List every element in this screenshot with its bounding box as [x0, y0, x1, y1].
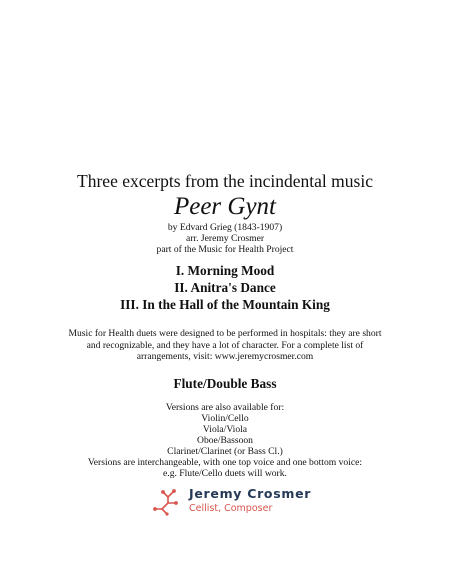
logo-name: Jeremy Crosmer — [189, 486, 312, 501]
version-item: Clarinet/Clarinet (or Bass Cl.) — [167, 446, 283, 457]
movement-3: III. In the Hall of the Mountain King — [120, 297, 330, 312]
title: Peer Gynt — [173, 193, 277, 220]
blurb-line-1: Music for Health duets were designed to be performed in hospitals: they are short — [68, 328, 382, 339]
versions-example: e.g. Flute/Cello duets will work. — [163, 468, 287, 479]
composer-credit: by Edvard Grieg (1843-1907) — [167, 222, 283, 233]
versions-note: Versions are interchangeable, with one top voice and one bottom voice: — [87, 457, 363, 468]
subtitle: Three excerpts from the incindental music — [77, 171, 373, 191]
logo-tagline: Cellist, Composer — [189, 503, 273, 514]
version-item: Viola/Viola — [202, 424, 248, 435]
version-item: Violin/Cello — [201, 413, 249, 424]
circuit-node-icon — [152, 486, 182, 516]
arranger-credit: arr. Jeremy Crosmer — [185, 233, 265, 244]
blurb-line-3: arrangements, visit: www.jeremycrosmer.com — [136, 351, 314, 362]
movement-2: II. Anitra's Dance — [174, 280, 276, 295]
blurb-line-2: and recognizable, and they have a lot of character. For a complete list of — [86, 339, 364, 351]
instrumentation: Flute/Double Bass — [173, 376, 277, 391]
version-item: Oboe/Bassoon — [197, 435, 253, 446]
versions-heading: Versions are also available for: — [165, 402, 285, 413]
brand-logo — [152, 482, 312, 518]
movement-1: I. Morning Mood — [175, 263, 275, 278]
project-credit: part of the Music for Health Project — [156, 244, 294, 255]
